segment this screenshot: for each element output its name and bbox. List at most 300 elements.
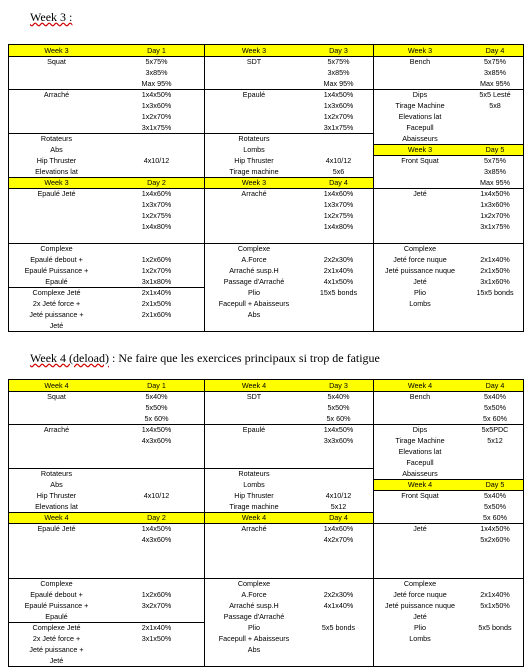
week4-cell-r13-c3: 1x4x60% [323,524,354,533]
week3-cell-r7-c4: Facepull [406,123,434,132]
week4-cell-r11-c3: 5x12 [330,502,347,511]
week3-cell-r2-c0 [9,67,104,78]
week4-cell-r8-c1 [109,468,204,479]
week4-cell-r21-c3 [304,611,373,622]
week4-row-8 [9,468,523,479]
week3-cell-r8-c0: Rotateurs [40,134,73,143]
week3-cell-r3-c4 [373,78,467,89]
week4-cell-r24-c4 [373,644,467,655]
week4-cell-r9-c3 [304,479,373,490]
week4-cell-r15-c2 [204,545,304,556]
week4-row-1 [9,391,523,402]
week4-cell-r1-c4: Bench [409,392,431,401]
week4-cell-r24-c5 [467,644,523,655]
week4-cell-r12-c4 [373,512,467,523]
week4-cell-r16-c5 [467,556,523,567]
week3-cell-r11-c3: 5x6 [332,167,345,176]
week3-cell-r23-c5 [467,298,523,309]
week3-cell-r24-c2: Abs [247,310,261,319]
week4-cell-r21-c2: Passage d'Arraché [223,612,285,621]
week3-group-line [9,287,204,288]
week4-cell-r1-c0: Squat [47,392,66,401]
week3-cell-r5-c2 [204,100,304,111]
week3-cell-r1-c1: 5x75% [145,57,168,66]
week4-cell-r4-c2: Epaulé [242,425,266,434]
week3-cell-r19-c3: 2x2x30% [323,255,354,264]
week4-cell-r17-c2 [204,567,304,578]
week3-cell-r6-c4: Elevations lat [398,112,442,121]
week3-cell-r5-c3: 1x3x60% [323,101,354,110]
week4-cell-r15-c0 [9,545,104,556]
week3-cell-r0-c0: Week 3 [44,46,69,55]
week4-cell-r17-c0 [9,567,104,578]
week3-group-line [373,155,523,156]
week4-cell-r17-c5 [467,567,523,578]
week3-cell-r9-c4: Week 3 [407,145,433,154]
week3-cell-r18-c4: Complexe [403,244,437,253]
week4-cell-r7-c1 [109,457,204,468]
week3-cell-r21-c0: Epaulé [45,277,68,286]
week4-cell-r12-c3: Day 4 [329,513,348,522]
week4-cell-r21-c5 [467,611,523,622]
week3-cell-r9-c5: Day 5 [485,145,505,154]
week3-cell-r22-c3: 15x5 bonds [319,288,358,297]
week3-cell-r1-c0: Squat [47,57,66,66]
week4-cell-r11-c1 [109,501,204,512]
week4-cell-r9-c5: Day 5 [485,480,505,489]
week4-row-23 [9,633,523,644]
week3-cell-r1-c4: Bench [409,57,431,66]
week3-group-line [9,188,523,189]
week4-cell-r25-c1 [109,655,204,666]
week3-cell-r0-c4: Week 3 [407,46,433,55]
week3-cell-r23-c1: 2x1x50% [141,299,172,308]
week4-title [30,351,380,366]
week3-cell-r0-c1: Day 1 [147,46,166,55]
week3-cell-r21-c4: Jeté [413,277,427,286]
week4-cell-r25-c2 [204,655,304,666]
week4-cell-r14-c5: 5x2x60% [480,535,510,544]
week3-row-3 [9,78,523,89]
week3-cell-r23-c3 [304,298,373,309]
week3-cell-r4-c3: 1x4x50% [323,90,354,99]
week3-row-14 [9,199,523,210]
week3-title [30,10,72,25]
week3-cell-r12-c1: Day 2 [147,178,166,187]
week3-cell-r10-c4: Front Squat [401,156,439,165]
week4-cell-r10-c4: Front Squat [401,491,439,500]
week4-cell-r15-c4 [373,545,467,556]
week3-cell-r17-c4 [373,232,467,243]
week3-cell-r16-c1: 1x4x80% [141,222,172,231]
week4-cell-r8-c5 [467,468,523,479]
week4-cell-r3-c1: 5x 60% [144,414,169,423]
week4-cell-r11-c2: Tirage machine [229,502,279,511]
week4-cell-r22-c1: 2x1x40% [141,623,172,632]
week4-cell-r18-c2: Complexe [237,579,271,588]
week4-cell-r9-c2: Lombs [243,480,265,489]
week3-cell-r15-c5: 1x2x70% [480,211,510,220]
week3-cell-r17-c0 [9,232,104,243]
week3-cell-r6-c0 [9,111,104,122]
week3-cell-r25-c5 [467,320,523,331]
week3-cell-r8-c1 [109,133,204,144]
week4-cell-r11-c5: 5x50% [484,502,506,511]
week3-cell-r20-c3: 2x1x40% [323,266,354,275]
week3-cell-r25-c3 [304,320,373,331]
week4-cell-r6-c0 [9,446,104,457]
week4-cell-r15-c1 [109,545,204,556]
week4-cell-r4-c3: 1x4x50% [323,425,354,434]
week4-row-18 [9,578,523,589]
week3-row-19 [9,254,523,265]
week3-cell-r10-c1: 4x10/12 [143,156,170,165]
week3-row-13 [9,188,523,199]
week4-cell-r1-c5: 5x40% [484,392,506,401]
week4-group-line [9,622,204,623]
week4-cell-r23-c1: 3x1x50% [141,634,172,643]
week3-cell-r18-c1 [109,243,204,254]
week4-cell-r23-c0: 2x Jeté force + [32,634,81,643]
week4-row-20 [9,600,523,611]
week3-cell-r17-c2 [204,232,304,243]
week4-cell-r7-c5 [467,457,523,468]
week4-cell-r9-c1 [109,479,204,490]
week3-cell-r18-c0: Complexe [40,244,73,253]
week4-cell-r0-c5: Day 4 [485,381,505,390]
week3-cell-r13-c4: Jeté [413,189,427,198]
week3-cell-r18-c2: Complexe [237,244,271,253]
week3-row-9 [9,144,523,155]
week3-cell-r18-c3 [304,243,373,254]
week4-cell-r21-c4: Jeté [413,612,427,621]
week3-row-0 [9,45,523,56]
week4-cell-r7-c0 [9,457,104,468]
week4-cell-r6-c2 [204,446,304,457]
week3-cell-r20-c0: Epaulé Puissance + [24,266,89,275]
week4-cell-r10-c0: Hip Thruster [36,491,77,500]
week4-cell-r5-c0 [9,435,104,446]
week3-cell-r6-c5 [467,111,523,122]
week4-cell-r18-c5 [467,578,523,589]
week4-cell-r10-c3: 4x10/12 [325,491,352,500]
week4-cell-r25-c0: Jeté [49,656,64,665]
week3-cell-r11-c0: Elevations lat [35,167,78,176]
week3-cell-r20-c1: 1x2x70% [141,266,172,275]
week4-row-16 [9,556,523,567]
week4-cell-r5-c2 [204,435,304,446]
week4-cell-r7-c3 [304,457,373,468]
week4-group-line [9,424,523,425]
week4-cell-r14-c3: 4x2x70% [323,535,354,544]
week4-cell-r6-c4: Elevations lat [398,447,442,456]
week4-row-10 [9,490,523,501]
week4-title-underlined: Week 4 (deload) [30,351,109,365]
week4-cell-r1-c2: SDT [246,392,262,401]
week4-cell-r3-c0 [9,413,104,424]
week4-cell-r10-c1: 4x10/12 [143,491,170,500]
week3-cell-r9-c0: Abs [50,145,63,154]
week4-cell-r19-c2: A.Force [241,590,267,599]
week3-cell-r9-c2: Lombs [243,145,265,154]
week4-group-line [373,490,523,491]
week3-cell-r13-c2: Arraché [241,189,267,198]
week4-group-line [9,578,523,579]
week3-cell-r10-c5: 5x75% [484,156,506,165]
week3-cell-r24-c0: Jeté puissance + [29,310,84,319]
week3-cell-r21-c2: Passage d'Arraché [223,277,285,286]
week3-cell-r19-c5: 2x1x40% [480,255,510,264]
week4-cell-r7-c4: Facepull [406,458,434,467]
week4-cell-r19-c4: Jeté force nuque [393,590,447,599]
week3-row-8 [9,133,523,144]
week3-group-line [9,89,523,90]
week4-cell-r9-c0: Abs [50,480,63,489]
week4-table [8,379,524,667]
week3-row-20 [9,265,523,276]
week4-cell-r14-c2 [204,534,304,545]
week3-cell-r4-c4: Dips [412,90,428,99]
week4-cell-r2-c1: 5x50% [145,403,168,412]
week4-cell-r2-c2 [204,402,304,413]
week4-cell-r24-c3 [304,644,373,655]
week3-cell-r15-c4 [373,210,467,221]
week3-cell-r5-c1: 1x3x60% [141,101,172,110]
week3-cell-r22-c4: Plio [414,288,426,297]
week4-cell-r8-c2: Rotateurs [238,469,270,478]
week4-cell-r20-c3: 4x1x40% [323,601,354,610]
week3-row-10 [9,155,523,166]
week3-row-21 [9,276,523,287]
week3-row-16 [9,221,523,232]
week3-cell-r6-c1: 1x2x70% [141,112,172,121]
week3-cell-r6-c2 [204,111,304,122]
week4-cell-r23-c3 [304,633,373,644]
week3-cell-r8-c2: Rotateurs [238,134,270,143]
week4-cell-r8-c4: Abaisseurs [402,469,438,478]
week4-cell-r16-c1 [109,556,204,567]
week3-cell-r2-c5: 3x85% [484,68,506,77]
week3-cell-r4-c2: Epaulé [242,90,266,99]
week3-cell-r17-c3 [304,232,373,243]
week3-cell-r16-c4 [373,221,467,232]
week4-cell-r13-c0: Epaulé Jeté [37,524,76,533]
week4-cell-r16-c0 [9,556,104,567]
week3-cell-r7-c5 [467,122,523,133]
week3-group-line [9,243,523,244]
week4-cell-r12-c1: Day 2 [147,513,166,522]
week4-row-0 [9,380,523,391]
week4-cell-r20-c5: 5x1x50% [480,601,510,610]
week4-cell-r5-c5: 5x12 [487,436,503,445]
week3-cell-r18-c5 [467,243,523,254]
week4-row-24 [9,644,523,655]
week4-row-9 [9,479,523,490]
week4-row-17 [9,567,523,578]
week3-group-line [9,133,373,134]
week3-row-23 [9,298,523,309]
week3-cell-r17-c1 [109,232,204,243]
week3-cell-r15-c2 [204,210,304,221]
week3-cell-r11-c2: Tirage machine [229,167,279,176]
week4-cell-r0-c1: Day 1 [147,381,166,390]
week4-row-4 [9,424,523,435]
week3-cell-r21-c1: 3x1x80% [141,277,172,286]
week3-row-24 [9,309,523,320]
week3-cell-r2-c2 [204,67,304,78]
week4-cell-r19-c1: 1x2x60% [141,590,172,599]
week3-cell-r20-c4: Jeté puissance nuque [385,266,455,275]
week3-cell-r8-c4: Abaisseurs [402,134,438,143]
week3-cell-r14-c0 [9,199,104,210]
week4-cell-r0-c4: Week 4 [407,381,433,390]
week4-cell-r4-c0: Arraché [43,425,70,434]
week3-cell-r22-c2: Plio [248,288,260,297]
week3-cell-r14-c2 [204,199,304,210]
week3-group-line [373,144,523,145]
week4-row-15 [9,545,523,556]
week4-row-5 [9,435,523,446]
week4-cell-r25-c5 [467,655,523,666]
week3-cell-r25-c1 [109,320,204,331]
week4-row-11 [9,501,523,512]
week4-row-7 [9,457,523,468]
week4-cell-r2-c3: 5x50% [327,403,350,412]
week4-cell-r22-c0: Complexe Jeté [32,623,81,632]
week4-cell-r23-c5 [467,633,523,644]
week3-cell-r14-c4 [373,199,467,210]
week4-title-rest: : Ne faire que les exercices principaux si trop de fatigue [109,351,380,365]
week3-cell-r16-c5: 3x1x75% [480,222,510,231]
week4-cell-r14-c1: 4x3x60% [141,535,172,544]
week4-cell-r9-c4: Week 4 [407,480,433,489]
week3-cell-r10-c0: Hip Thruster [36,156,77,165]
week3-row-15 [9,210,523,221]
week3-cell-r11-c4 [373,166,467,177]
week4-row-21 [9,611,523,622]
week3-cell-r0-c3: Day 3 [329,46,348,55]
week3-cell-r1-c5: 5x75% [484,57,506,66]
week3-row-7 [9,122,523,133]
week3-cell-r20-c2: Arraché susp.H [229,266,279,275]
week3-cell-r17-c5 [467,232,523,243]
week3-cell-r9-c1 [109,144,204,155]
week3-row-18 [9,243,523,254]
week3-row-25 [9,320,523,331]
week4-cell-r2-c4 [373,402,467,413]
week3-cell-r14-c3: 1x3x70% [323,200,354,209]
week4-cell-r24-c2: Abs [247,645,261,654]
week3-cell-r23-c4: Lombs [409,299,431,308]
week4-cell-r13-c2: Arraché [241,524,267,533]
week4-group-line [9,391,523,392]
week4-cell-r4-c4: Dips [412,425,428,434]
week3-cell-r14-c5: 1x3x60% [480,200,510,209]
week4-row-14 [9,534,523,545]
week3-table [8,44,524,332]
week4-cell-r22-c3: 5x5 bonds [321,623,356,632]
week3-cell-r7-c2 [204,122,304,133]
week4-row-2 [9,402,523,413]
week3-row-1 [9,56,523,67]
week4-cell-r4-c5: 5x5PDC [481,425,509,434]
week4-cell-r0-c3: Day 3 [329,381,348,390]
week4-cell-r0-c0: Week 4 [44,381,69,390]
week3-cell-r22-c5: 15x5 bonds [476,288,514,297]
week3-cell-r23-c2: Facepull + Abaisseurs [218,299,290,308]
week3-row-2 [9,67,523,78]
week4-cell-r19-c5: 2x1x40% [480,590,510,599]
week4-cell-r3-c2 [204,413,304,424]
week4-cell-r10-c5: 5x40% [484,491,506,500]
week3-cell-r4-c1: 1x4x50% [141,90,172,99]
week3-cell-r1-c3: 5x75% [327,57,350,66]
week4-cell-r17-c1 [109,567,204,578]
week3-row-5 [9,100,523,111]
week3-cell-r11-c1 [109,166,204,177]
week3-cell-r13-c3: 1x4x60% [323,189,354,198]
week3-cell-r7-c0 [9,122,104,133]
week4-cell-r16-c2 [204,556,304,567]
week4-cell-r11-c4 [373,501,467,512]
week4-cell-r8-c0: Rotateurs [40,469,73,478]
week4-cell-r19-c0: Epaulé debout + [30,590,83,599]
week4-cell-r10-c2: Hip Thruster [234,491,274,500]
week3-cell-r21-c3: 4x1x50% [323,277,354,286]
week4-cell-r3-c5: 5x 60% [483,414,507,423]
week4-group-line [9,523,523,524]
week4-cell-r5-c4: Tirage Machine [395,436,445,445]
week4-cell-r16-c4 [373,556,467,567]
week4-cell-r20-c1: 3x2x70% [141,601,172,610]
week4-cell-r22-c4: Plio [414,623,426,632]
week3-cell-r20-c5: 2x1x50% [480,266,510,275]
week3-cell-r15-c3: 1x2x75% [323,211,354,220]
week3-cell-r24-c5 [467,309,523,320]
week3-cell-r6-c3: 1x2x70% [323,112,354,121]
week3-cell-r12-c0: Week 3 [44,178,69,187]
week3-row-17 [9,232,523,243]
week3-cell-r23-c0: 2x Jeté force + [32,299,81,308]
week4-cell-r3-c4 [373,413,467,424]
week4-row-12 [9,512,523,523]
week3-cell-r15-c1: 1x2x75% [141,211,172,220]
week4-cell-r13-c5: 1x4x50% [480,524,510,533]
week4-cell-r24-c1 [109,644,204,655]
week3-cell-r1-c2: SDT [246,57,262,66]
week3-cell-r16-c0 [9,221,104,232]
week4-cell-r6-c5 [467,446,523,457]
week4-group-line [9,512,373,513]
week4-cell-r15-c3 [304,545,373,556]
week3-cell-r12-c3: Day 4 [329,178,348,187]
week4-row-19 [9,589,523,600]
week4-row-13 [9,523,523,534]
week3-cell-r19-c4: Jeté force nuque [393,255,447,264]
week3-cell-r3-c3: Max 95% [323,79,354,88]
week3-cell-r22-c1: 2x1x40% [141,288,172,297]
week4-group-line [9,468,373,469]
week4-cell-r25-c3 [304,655,373,666]
week4-cell-r18-c4: Complexe [403,579,437,588]
week3-cell-r25-c0: Jeté [49,321,64,330]
week3-cell-r25-c2 [204,320,304,331]
week4-cell-r25-c4 [373,655,467,666]
week4-cell-r23-c2: Facepull + Abaisseurs [218,634,290,643]
week3-cell-r5-c0 [9,100,104,111]
week3-cell-r14-c1: 1x3x70% [141,200,172,209]
week4-cell-r24-c0: Jeté puissance + [29,645,84,654]
